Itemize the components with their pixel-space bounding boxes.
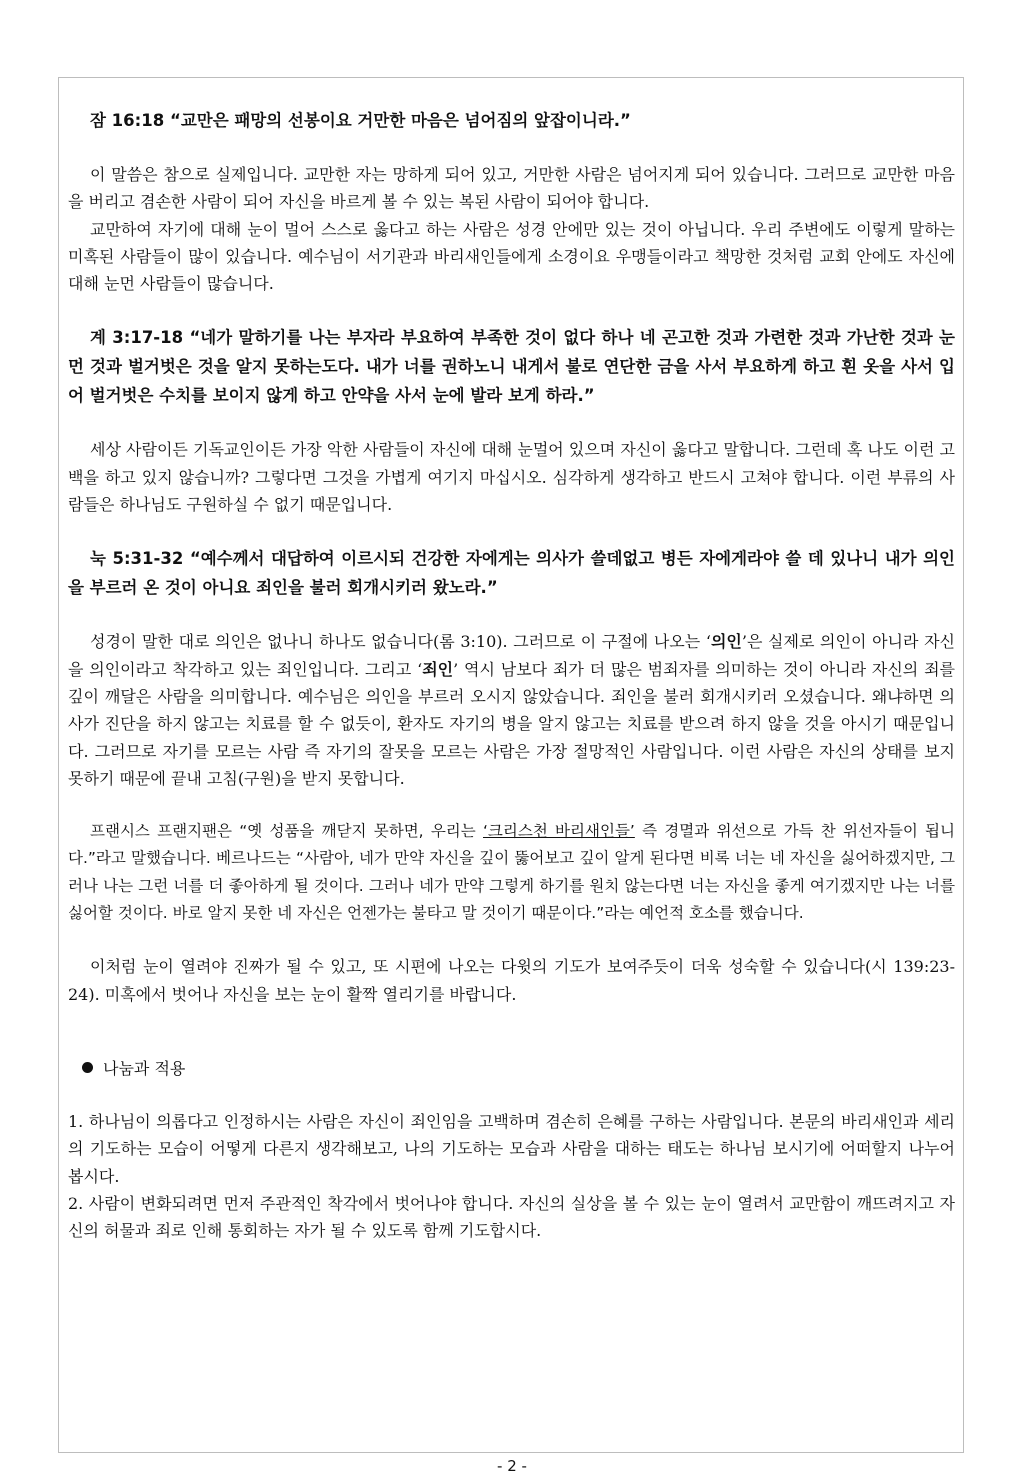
sharing-heading <box>68 1056 955 1082</box>
verse-ref: 계 3:17-18 <box>90 328 184 348</box>
page-number: - 2 - <box>497 1457 527 1475</box>
paragraph <box>68 628 955 792</box>
paragraph: 이 말씀은 참으로 실제입니다. 교만한 자는 망하게 되어 있고, 거만한 사람은 넘어지게 되어 있습니다. 그러므로 교만한 마음을 버리고 겸손한 사람이 되어 자신을 바르게 볼 수 있는 복된 사람이 되어야 합니다. <box>68 165 955 212</box>
sharing-heading-label: 나눔과 적용 <box>103 1058 186 1078</box>
paragraph: 세상 사람이든 기독교인이든 가장 악한 사람들이 자신에 대해 눈멀어 있으며 자신이 옳다고 말합니다. 그런데 혹 나도 이런 고백을 하고 있지 않습니까? 그렇다면 그것을 가볍게 여기지 마십시오. 심각하게 생각하고 반드시 고쳐야 합니다. 이런 부류의 사람들은 하나님도 구원하실 수 없기 때문입니다. <box>68 440 955 515</box>
sharing-item: 2. 사람이 변화되려면 먼저 주관적인 착각에서 벗어나야 합니다. 자신의 실상을 볼 수 있는 눈이 열려서 교만함이 깨뜨려지고 자신의 허물과 죄로 인해 통회하는 자가 될 수 있도록 함께 기도합시다. <box>68 1193 955 1241</box>
paragraph: 교만하여 자기에 대해 눈이 멀어 스스로 옳다고 하는 사람은 성경 안에만 있는 것이 아닙니다. 우리 주변에도 이렇게 말하는 미혹된 사람들이 많이 있습니다. 예수님이 서기관과 바리새인들에게 소경이요 우맹들이라고 책망한 것처럼 교회 안에도 자신에 대해 눈먼 사람들이 많습니다. <box>68 219 955 294</box>
verse-heading <box>68 106 955 135</box>
verse-text: “예수께서 대답하여 이르시되 건강한 자에게는 의사가 쓸데없고 병든 자에게라야 쓸 데 있나니 내가 의인을 부르러 온 것이 아니요 죄인을 불러 회개시키러 왔노라.” <box>68 549 955 598</box>
bullet-icon <box>82 1062 93 1073</box>
verse-heading <box>68 544 955 602</box>
paragraph <box>68 818 955 927</box>
text-run: 프랜시스 프랜지팬은 “옛 성품을 깨닫지 못하면, 우리는 <box>90 822 483 841</box>
verse-ref: 눅 5:31-32 <box>90 549 184 569</box>
sharing-item: 1. 하나님이 의롭다고 인정하시는 사람은 자신이 죄인임을 고백하며 겸손히 은혜를 구하는 사람입니다. 본문의 바리새인과 세리의 기도하는 모습이 어떻게 다른지 생각해보고, 나의 기도하는 모습과 사람을 대하는 태도는 하나님 보시기에 어떠할지 나누어 봅시다. <box>68 1111 955 1186</box>
text-run: 즉 경멸과 위선으로 가득 찬 위선자들이 됩니다.”라고 말했습니다. 베르나드는 “사람아, 네가 만약 자신을 깊이 뚫어보고 깊이 알게 된다면 비록 너는 네 자신을 싫어하겠지만, 그러나 나는 그런 너를 더 좋아하게 될 것이다. 그러나 네가 만약 그렇게 하기를 원치 않는다면 너는 자신을 좋게 여기겠지만 나는 너를 싫어할 것이다. 바로 알지 못한 네 자신은 언젠가는 불타고 말 것이기 때문이다.”라는 예언적 호소를 했습니다. <box>68 822 956 923</box>
text-run: 성경이 말한 대로 의인은 없나니 하나도 없습니다(롬 3:10). 그러므로 이 구절에 나오는 ‘ <box>90 632 711 652</box>
verse-heading <box>68 323 955 410</box>
document-body <box>68 106 955 1244</box>
underlined-term: ‘크리스천 바리새인들’ <box>483 822 635 841</box>
emphasis-term: 의인 <box>710 632 742 652</box>
verse-text: “네가 말하기를 나는 부자라 부요하여 부족한 것이 없다 하나 네 곤고한 것과 가련한 것과 가난한 것과 눈 먼 것과 벌거벗은 것을 알지 못하는도다. 내가 너를 권하노니 내게서 불로 연단한 금을 사서 부요하게 하고 흰 옷을 사서 입어 벌거벗은 수치를 보이지 않게 하고 안약을 사서 눈에 발라 보게 하라.” <box>68 328 955 406</box>
verse-text: “교만은 패망의 선봉이요 거만한 마음은 넘어짐의 앞잡이니라.” <box>169 111 631 130</box>
emphasis-term: 죄인 <box>422 659 454 679</box>
paragraph: 이처럼 눈이 열려야 진짜가 될 수 있고, 또 시편에 나오는 다윗의 기도가 보여주듯이 더욱 성숙할 수 있습니다(시 139:23-24). 미혹에서 벗어나 자신을 보는 눈이 활짝 열리기를 바랍니다. <box>68 957 955 1004</box>
text-run: ’ 역시 남보다 죄가 더 많은 범죄자를 의미하는 것이 아니라 자신의 죄를 깊이 깨달은 사람을 의미합니다. 예수님은 의인을 부르러 오시지 않았습니다. 죄인을 불러 회개시키러 오셨습니다. 왜냐하면 의사가 진단을 하지 않고는 치료를 할 수 없듯이, 환자도 자기의 병을 알지 않고는 치료를 받으려 하지 않을 것을 아시기 때문입니다. 그러므로 자기를 모르는 사람 즉 자기의 잘못을 모르는 사람은 가장 절망적인 사람입니다. 이런 사람은 자신의 상태를 보지 못하기 때문에 끝내 고침(구원)을 받지 못합니다. <box>68 659 955 788</box>
text-run: ’은 실제로 의인이 아니라 자신을 의인이라고 착각하고 있는 죄인입니다. 그리고 ‘ <box>68 632 955 679</box>
verse-ref: 잠 16:18 <box>90 111 165 130</box>
